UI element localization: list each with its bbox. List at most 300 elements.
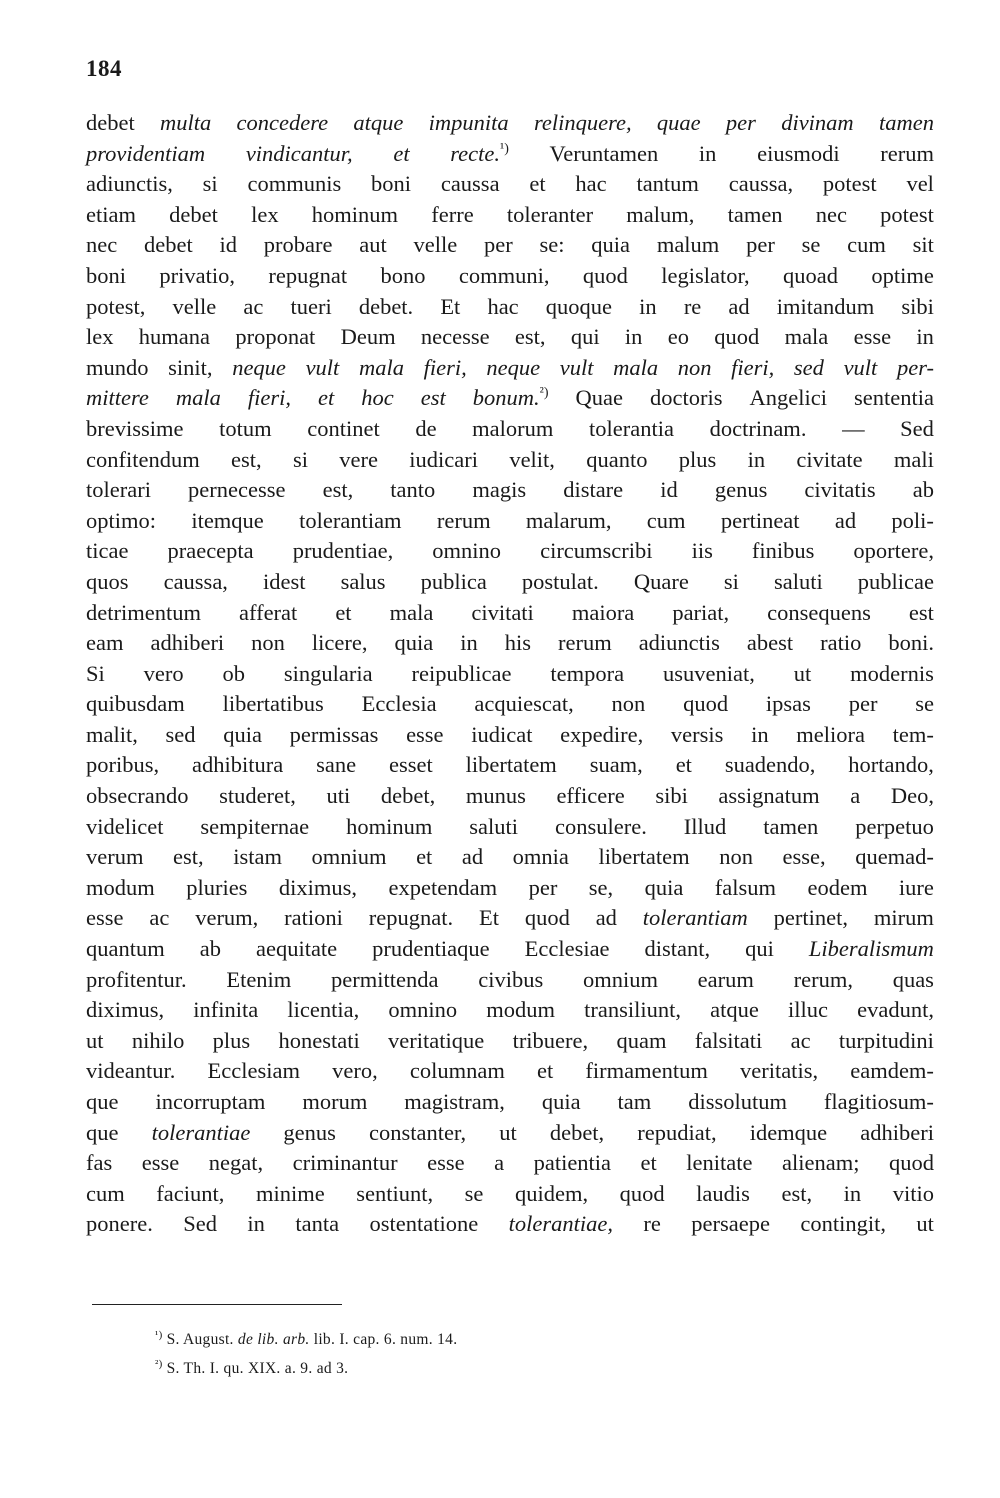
text-fragment: abest [746,630,794,656]
word [855,812,934,843]
word [168,353,212,384]
word [440,292,460,323]
text-fragment: falsitati [694,1027,763,1053]
text-fragment: hominum [311,201,399,227]
word [203,169,218,200]
word [726,108,756,139]
text-fragment: mala [389,599,434,625]
word [850,659,934,690]
word [585,1056,707,1087]
text-fragment: negat, [208,1150,264,1176]
word [643,903,748,934]
word [575,169,606,200]
text-line [86,1026,934,1057]
word [86,873,155,904]
text-line [86,995,934,1026]
text-fragment: hortando, [848,752,934,778]
word [164,567,228,598]
italic-text: impunita [428,110,509,135]
text-fragment: si [723,568,739,594]
text-fragment: ad [595,905,617,931]
text-fragment: qui [745,936,774,962]
text-fragment: perpetuo [855,813,934,839]
text-line [86,903,934,934]
italic-text: hoc [361,385,394,411]
text-line [86,567,934,598]
word [459,261,550,292]
word [526,506,612,537]
italic-text: neque [232,354,286,380]
word [645,934,711,965]
word [247,1209,265,1240]
text-fragment: iure [898,874,934,900]
text-fragment: postulat. [521,568,599,594]
word [848,750,934,781]
word [381,781,435,812]
text-fragment: honestati [278,1027,360,1053]
word [728,200,783,231]
italic-text: vult [305,354,340,380]
text-fragment: ab [912,477,934,503]
text-fragment: prudentiae, [292,538,394,564]
word [86,139,205,170]
word [676,750,692,781]
text-fragment: etiam [86,201,136,227]
text-fragment: ab [199,936,221,962]
word [613,353,658,384]
word [657,108,701,139]
word [152,1118,251,1149]
text-fragment: civibus [478,966,544,992]
text-fragment: totum [219,415,272,441]
word [302,1087,367,1118]
word [639,628,720,659]
text-fragment: constanter, [368,1119,467,1145]
text-fragment: videlicet [86,813,164,839]
word [679,445,717,476]
word [850,1056,934,1087]
text-fragment: quod [582,262,628,288]
italic-text: quae [656,110,701,135]
word [86,567,129,598]
text-fragment: mala [784,324,829,350]
word [427,1148,465,1179]
italic-text: mala [613,354,659,380]
word [429,108,509,139]
text-fragment: veritatique [388,1027,485,1053]
italic-text: recte. [450,140,501,166]
word [915,689,934,720]
text-fragment: vitio [892,1180,934,1206]
text-fragment: magistram, [404,1089,505,1114]
text-line [86,781,934,812]
word [414,230,458,261]
word [389,750,433,781]
text-fragment: verum, [195,905,259,931]
word [655,781,688,812]
word [226,965,291,996]
text-fragment: boni [371,171,412,197]
word [728,292,749,323]
text-fragment: adiunctis [638,630,720,656]
word [388,995,457,1026]
footnote-reference: ¹) [500,141,509,157]
word [142,1148,180,1179]
text-fragment: caussa, [163,568,228,594]
text-fragment: lex [86,324,114,350]
word [293,445,308,476]
text-fragment: finibus [751,538,815,564]
word [849,689,878,720]
word [299,506,401,537]
word [86,934,165,965]
italic-text: atque [353,110,404,135]
word [542,1087,581,1118]
text-fragment: cum [86,1180,125,1206]
text-fragment: laudis [696,1180,750,1206]
text-fragment: faciunt, [156,1180,225,1206]
word [710,414,807,445]
text-fragment: sed [165,721,196,747]
word [248,383,291,414]
text-fragment: omnia [512,844,569,870]
text-fragment: malum, [626,201,695,227]
text-fragment: magis [472,477,527,503]
word [372,934,489,965]
word [750,383,827,414]
text-fragment: ut [86,1027,104,1053]
text-fragment: acquiescat, [474,691,574,717]
text-fragment: in [624,324,643,350]
text-fragment: studeret, [219,783,296,809]
word [719,842,753,873]
text-fragment: reipublicae [411,660,512,686]
word [725,750,816,781]
text-fragment: sit [912,232,934,258]
word [850,781,860,812]
text-fragment: suadendo, [724,752,816,778]
text-fragment: in [751,721,769,747]
word [650,383,723,414]
text-fragment: eiusmodi [757,140,840,166]
text-fragment: communis [247,171,342,197]
word [471,598,533,629]
word [507,200,593,231]
text-fragment: vere [339,446,378,472]
word [469,812,518,843]
text-fragment: communi, [458,262,550,288]
text-fragment: rationi [284,905,343,931]
word [807,873,867,904]
word [794,659,812,690]
word [86,598,201,629]
text-fragment: debet, [549,1119,605,1145]
text-line [86,628,934,659]
text-line [86,1148,934,1179]
text-fragment: ac [243,293,264,319]
text-fragment: quia [541,1089,581,1114]
text-fragment: istam [233,844,282,870]
text-fragment: persaepe [691,1211,770,1237]
word [478,965,543,996]
word [283,1118,336,1149]
word [699,139,717,170]
text-line [86,842,934,873]
text-fragment: quoque [545,293,613,319]
word [160,108,211,139]
word [86,1087,119,1118]
word [763,812,818,843]
text-fragment: ad [461,844,484,870]
text-fragment: sententia [853,385,934,411]
italic-text: per- [896,354,934,380]
text-line [86,812,934,843]
word [529,169,545,200]
text-fragment: et [529,171,546,197]
word [715,873,776,904]
word [625,322,643,353]
italic-text: bonum. [472,385,540,411]
word [696,1179,750,1210]
word [150,628,224,659]
text-line [86,292,934,323]
word [139,322,210,353]
word [437,506,491,537]
word [388,1026,484,1057]
text-fragment: imitandum [776,293,875,319]
word [484,230,513,261]
text-fragment: Ecclesiae [524,936,610,962]
text-fragment: versis [670,721,724,747]
word [692,536,713,567]
text-fragment: dissolutum [688,1089,787,1114]
word [783,842,826,873]
text-line [86,353,934,384]
text-fragment: doctrinam. [709,415,807,441]
word [176,383,221,414]
text-fragment: civitati [471,599,534,625]
footnote-text: lib. I. cap. 6. num. 14. [309,1331,458,1348]
text-fragment: repugnat. [368,905,454,931]
text-fragment: quia [394,630,434,656]
word [487,292,518,323]
text-fragment: ad [834,507,857,533]
word [785,322,829,353]
word [393,139,409,170]
italic-text: non [677,354,712,380]
text-fragment: plus [212,1027,251,1053]
word [193,995,258,1026]
word [86,414,183,445]
word [415,414,436,445]
text-line [86,598,934,629]
word [729,169,793,200]
text-fragment: potest [822,171,877,197]
text-fragment: Quae [575,385,623,411]
word [636,169,699,200]
word [499,1118,517,1149]
word [794,965,853,996]
word [86,965,187,996]
word [724,567,739,598]
word [494,1148,504,1179]
text-fragment: adhibitura [192,752,284,778]
word [86,200,136,231]
word [223,659,246,690]
word [183,1209,217,1240]
text-fragment: evadunt, [857,997,934,1023]
text-fragment: debet [169,201,218,227]
word [598,842,689,873]
text-fragment: flagitiosum- [823,1089,934,1114]
text-fragment: ut [793,660,812,686]
text-fragment: adhiberi [860,1119,934,1145]
word [714,322,759,353]
word [86,628,123,659]
text-fragment: aut [359,232,387,258]
text-fragment: veritatis, [739,1058,819,1084]
word [208,1056,300,1087]
text-fragment: ut [499,1119,517,1145]
word [410,1056,505,1087]
page-number: 184 [86,56,122,81]
word [537,1056,553,1087]
word [880,139,934,170]
text-fragment: tempora [550,660,625,686]
text-fragment: patientia [533,1150,612,1176]
word [515,1179,588,1210]
text-fragment: et [640,1150,657,1176]
word [558,628,612,659]
text-fragment: quanto [586,446,648,472]
word [173,292,217,323]
text-fragment: Veruntamen [549,140,659,166]
text-fragment: expedire, [560,721,644,747]
text-fragment: sibi [901,293,934,319]
text-fragment: sentiunt, [356,1180,434,1206]
italic-text: et [393,140,410,166]
word [647,506,686,537]
word [757,139,840,170]
text-fragment: vel [906,171,934,197]
text-fragment: quod [888,1150,934,1176]
word [899,873,934,904]
text-fragment: ob [222,660,246,686]
text-fragment: eamdem- [850,1058,934,1084]
word [900,414,934,445]
text-line [86,475,934,506]
text-fragment: omnium [582,966,658,992]
word [695,1026,762,1057]
text-fragment: Ecclesia [361,691,437,717]
word [86,781,188,812]
word [155,1087,265,1118]
word [678,353,712,384]
word [86,1148,112,1179]
word [893,720,934,751]
word [335,598,351,629]
word [219,414,272,445]
text-fragment: quantum [86,936,165,962]
text-line [86,659,934,690]
word [781,1179,812,1210]
text-fragment: vero, [332,1058,378,1084]
word [290,292,331,323]
word [471,720,532,751]
text-fragment: tamen [763,813,819,839]
text-fragment: debet. [358,293,414,319]
word [209,1148,263,1179]
text-fragment: genus [283,1119,336,1145]
text-line [86,536,934,567]
text-fragment: Deum [340,324,396,350]
text-fragment: oportere, [853,538,934,564]
word [618,1087,652,1118]
word [525,903,570,934]
word [643,1209,660,1240]
word [591,230,630,261]
word [86,842,143,873]
text-fragment: Sed [900,415,934,441]
word [173,842,204,873]
word [879,108,934,139]
text-fragment: ponere. [86,1211,153,1237]
text-fragment: consequens [767,599,871,625]
word [450,139,509,170]
word [550,1118,604,1149]
text-fragment: poli- [891,507,934,533]
text-fragment: privatio, [159,262,235,288]
word [359,292,413,323]
text-fragment: proponat [235,324,316,350]
text-fragment: Deo, [890,783,934,809]
italic-text: tolerantiae [151,1119,251,1145]
text-fragment: non [251,630,285,656]
word [359,353,404,384]
word [251,200,279,231]
word [327,781,351,812]
word [243,292,263,323]
word [223,689,324,720]
text-fragment: rerum [557,630,612,656]
text-fragment: detrimentum [86,599,201,625]
word [860,1118,934,1149]
text-fragment: singularia [283,660,373,686]
word [390,475,435,506]
text-fragment: incorruptam [155,1089,266,1114]
text-fragment: alienam; [782,1150,860,1176]
word [371,169,411,200]
word [534,108,632,139]
word [406,720,444,751]
word [824,1087,934,1118]
text-fragment: falsum [714,874,777,900]
word [149,903,169,934]
text-fragment: libertatem [465,752,557,778]
text-fragment: saluti [469,813,519,839]
text-line [86,383,934,414]
text-fragment: debet [86,110,135,135]
word [346,812,432,843]
text-fragment: quoad [783,262,839,288]
text-fragment: publica [420,568,487,594]
word [645,873,684,904]
text-fragment: libertatem [598,844,690,870]
word [857,995,934,1026]
word [290,720,379,751]
word [823,169,877,200]
text-fragment: mali [893,446,934,472]
